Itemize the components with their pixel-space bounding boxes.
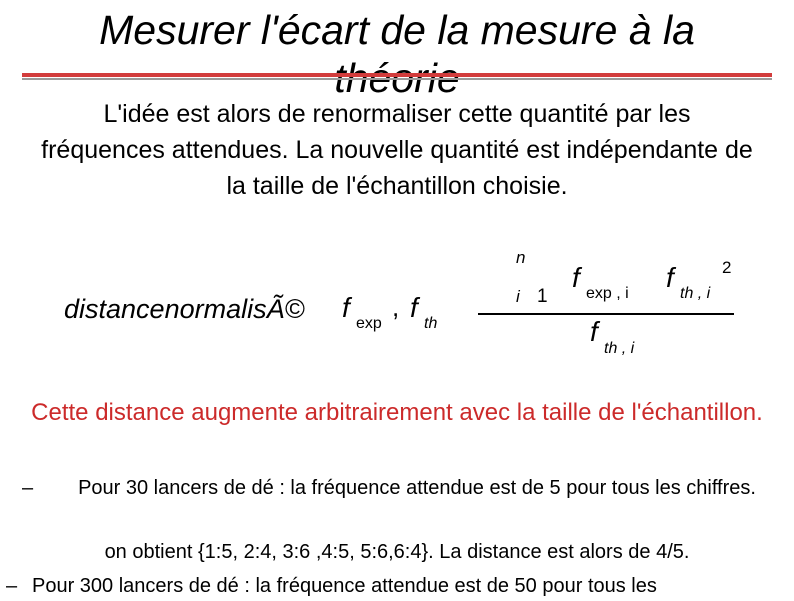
formula-power: 2 (722, 258, 732, 277)
formula-sum-i: i (516, 287, 520, 306)
formula-num-th-i: th , i (680, 285, 711, 302)
slide-title (0, 0, 794, 108)
formula-f-th: f (410, 292, 418, 323)
bullet-dash-2: – (6, 575, 18, 597)
warning-note: Cette distance augmente arbitrairement avec la taille de l'échantillon. (31, 399, 763, 426)
formula-den-th-i: th , i (604, 340, 635, 357)
formula-num-exp-i: exp , i (586, 285, 629, 302)
formula-num-f2: f (666, 262, 674, 293)
formula-comma: , (392, 292, 400, 322)
formula-num-f1: f (572, 262, 580, 293)
bullet-300-throws: Pour 300 lancers de dé : la fréquence attendue est de 50 pour tous les (32, 575, 657, 597)
formula-th-sub: th (424, 315, 438, 332)
intro-paragraph: L'idée est alors de renormaliser cette quantité par les fréquences attendues. La nouvelle quantité est indépendante de la taille de l'échantillon choisie. (41, 100, 753, 200)
formula-sum-one: 1 (537, 286, 548, 307)
slide-title-line-1: Mesurer l'écart de la mesure à la (99, 7, 695, 53)
formula-lhs-name: distancenormalisÃ© (64, 294, 305, 324)
bullet-30-result: on obtient {1:5, 2:4, 3:6 ,4:5, 5:6,6:4}. La distance est alors de 4/5. (104, 541, 690, 563)
formula (0, 240, 794, 370)
bullet-30-throws: Pour 30 lancers de dé : la fréquence attendue est de 5 pour tous les chiffres. (78, 477, 756, 499)
formula-den-f: f (590, 316, 598, 347)
fraction-bar (478, 313, 734, 315)
title-underline (22, 73, 772, 77)
formula-f-exp: f (342, 292, 350, 323)
formula-exp-sub: exp (356, 315, 382, 332)
formula-sum-top: n (516, 248, 526, 267)
bullet-dash-1: – (22, 477, 34, 499)
